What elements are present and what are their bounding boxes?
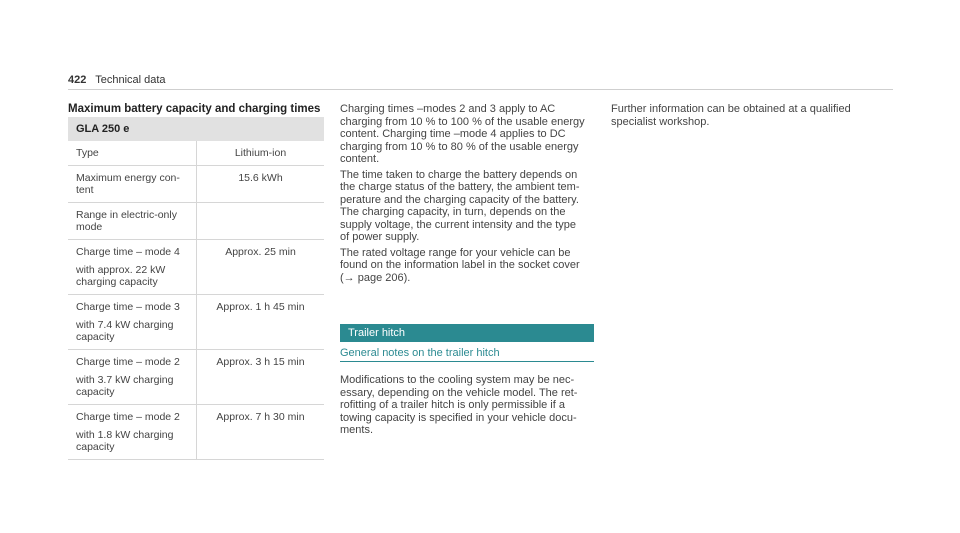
row-sublabel: with approx. 22 kW charging capacity [76,264,166,288]
table-row [68,295,324,350]
row-value [197,203,325,240]
trailer-notes [340,374,600,437]
table-row [68,203,324,240]
right-column [611,103,893,128]
row-label-cell [68,203,197,240]
battery-specs-table [68,117,324,460]
row-label-cell [68,166,197,203]
row-label: Charge time – mode 4 [76,246,180,258]
row-label: Charge time – mode 2 [76,356,180,368]
row-label-cell [68,240,197,295]
charging-times-text: Charging times –modes 2 and 3 apply to AC charging from 10 % to 100 % of the usable energy content. Charging time –mode 4 applies to DC charging from 10 % to 80 % of the usable energy content. [340,103,585,165]
row-value: Lithium-ion [197,141,325,166]
row-label: Maximum energy con- tent [76,172,180,196]
row-label: Range in electric-only mode [76,209,177,233]
header-divider [68,89,893,90]
row-value: Approx. 3 h 15 min [197,350,325,405]
trailer-hitch-subheading: General notes on the trailer hitch [340,347,594,362]
row-value: Approx. 25 min [197,240,325,295]
table-row [68,240,324,295]
charge-time-dependency-text: The time taken to charge the battery depends on the charge status of the battery, the ambient tem- perature and the charging capacity of the battery. The charging capacity, in turn, depends on the supply voltage, the current intensity and the type of power supply. [340,168,580,243]
table-section-title: Maximum battery capacity and charging times [68,103,321,115]
model-header: GLA 250 e [68,117,324,141]
table-row [68,350,324,405]
row-label: Type [76,147,99,159]
table-row [68,166,324,203]
row-label-cell [68,295,197,350]
row-sublabel: with 1.8 kW charging capacity [76,429,174,453]
trailer-hitch-text: Modifications to the cooling system may be nec- essary, depending on the vehicle model. The ret- rofitting of a trailer hitch is only permissible if a towing capacity is specified in your vehicle docu- ments. [340,374,578,436]
trailer-hitch-banner: Trailer hitch [340,324,594,342]
table-row [68,141,324,166]
row-label-cell [68,405,197,460]
voltage-range-text: The rated voltage range for your vehicle can be found on the information label in the socket cover (→ page 206). [340,246,580,284]
row-sublabel: with 3.7 kW charging capacity [76,374,174,398]
further-info-text: Further information can be obtained at a qualified specialist workshop. [611,103,851,128]
row-label-cell [68,141,197,166]
page-number: 422 [68,74,87,86]
page-header [68,74,166,86]
row-label: Charge time – mode 3 [76,301,180,313]
row-sublabel: with 7.4 kW charging capacity [76,319,174,343]
row-label-cell [68,350,197,405]
row-value: 15.6 kWh [197,166,325,203]
section-name: Technical data [95,74,166,86]
row-label: Charge time – mode 2 [76,411,180,423]
table-row [68,405,324,460]
middle-column [340,103,600,284]
row-value: Approx. 7 h 30 min [197,405,325,460]
row-value: Approx. 1 h 45 min [197,295,325,350]
